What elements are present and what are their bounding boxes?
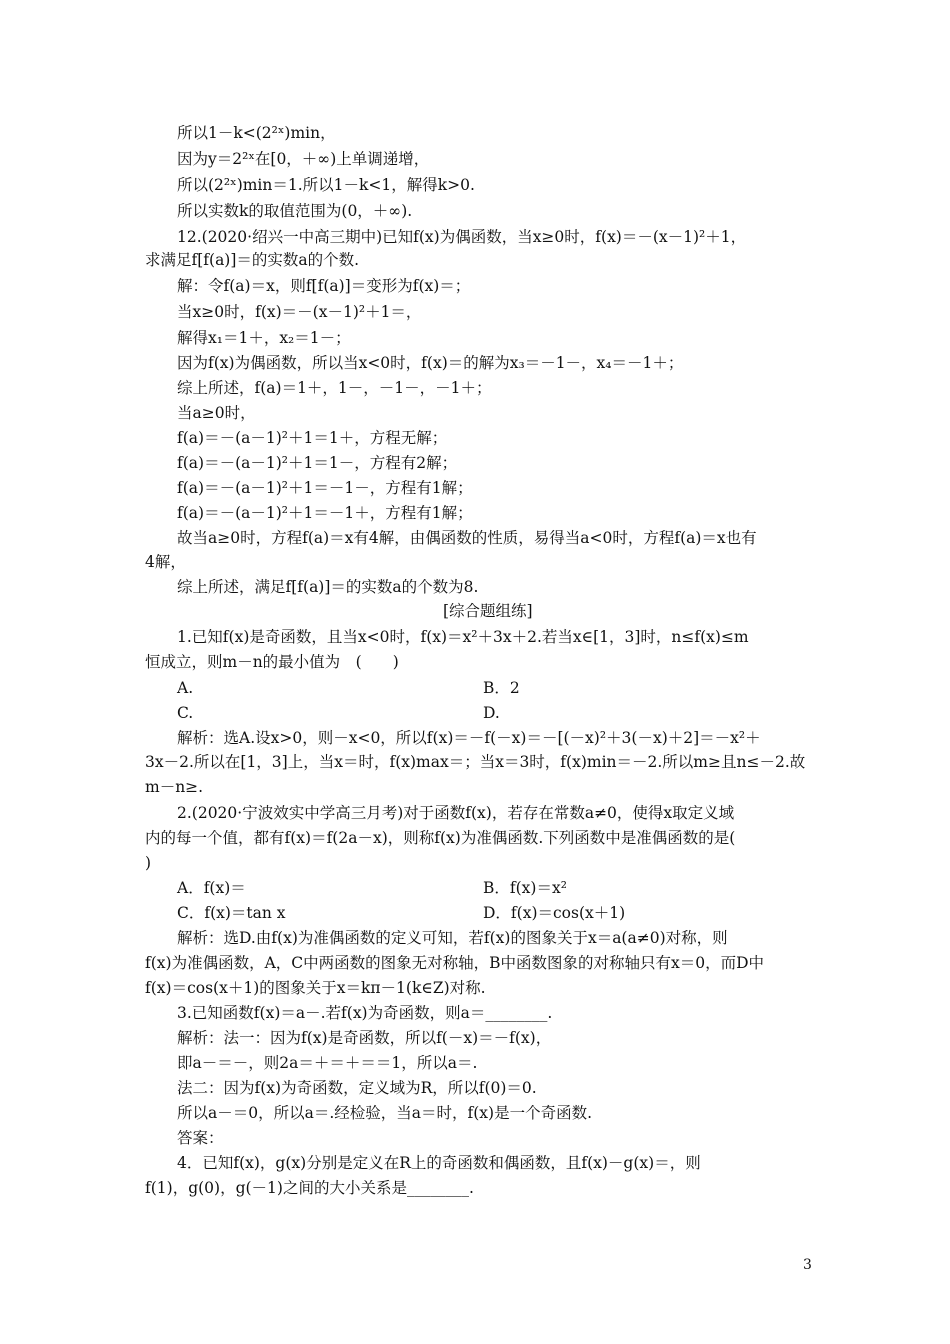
problem-4-statement: 4．已知f(x)，g(x)分别是定义在R上的奇函数和偶函数，且f(x)－g(x)＝，则 [177, 1154, 701, 1172]
choice-d: D．f(x)＝cos(x＋1) [483, 904, 626, 922]
solution-line: 综上所述，f(a)＝1＋，1－，－1－，－1＋； [177, 379, 492, 397]
section-heading: [综合题组练] [443, 602, 533, 620]
text-line: 所以1－k<(2²ˣ)min， [177, 124, 336, 142]
text-line: ) [145, 854, 152, 872]
solution-line: 3x－2.所以在[1，3]上，当x＝时，f(x)max＝；当x＝3时，f(x)min＝－2.所以m≥且n≤－2.故 [145, 753, 806, 771]
solution-line: 解析：法一：因为f(x)是奇函数，所以f(－x)＝－f(x)， [177, 1029, 552, 1047]
solution-line: 解得x₁＝1＋，x₂＝1－； [177, 329, 351, 347]
solution-line: 即a－＝－，则2a＝＋＝＋＝＝1，所以a＝. [177, 1054, 478, 1072]
text-line: f(1)，g(0)，g(－1)之间的大小关系是________. [145, 1179, 474, 1197]
choice-b: B．f(x)＝x² [483, 879, 567, 897]
choice-c: C．f(x)＝tan x [177, 904, 286, 922]
choice-a: A．f(x)＝ [177, 879, 246, 897]
problem-1-statement: 1.已知f(x)是奇函数，且当x<0时，f(x)＝x²＋3x＋2.若当x∈[1，3]时，n≤f(x)≤m [177, 628, 749, 646]
choice-b: B．2 [483, 679, 520, 697]
solution-line: f(x)＝cos(x＋1)的图象关于x＝kπ－1(k∈Z)对称. [145, 979, 486, 997]
solution-line: 因为f(x)为偶函数，所以当x<0时，f(x)＝的解为x₃＝－1－，x₄＝－1＋； [177, 354, 684, 372]
solution-line: 综上所述，满足f[f(a)]＝的实数a的个数为8. [177, 578, 479, 596]
solution-line: m－n≥. [145, 778, 204, 796]
text-line: 恒成立，则m－n的最小值为 ( ) [145, 653, 399, 671]
answer-label: 答案： [177, 1129, 224, 1147]
page-number: 3 [803, 1257, 812, 1273]
problem-2-statement: 2.(2020·宁波效实中学高三月考)对于函数f(x)，若存在常数a≠0，使得x取定义域 [177, 804, 735, 822]
solution-line: 解析：选D.由f(x)为准偶函数的定义可知，若f(x)的图象关于x＝a(a≠0)对称，则 [177, 929, 728, 947]
solution-line: 故当a≥0时，方程f(a)＝x有4解，由偶函数的性质，易得当a<0时，方程f(a)＝x也有 [177, 529, 757, 547]
solution-line: 解析：选A.设x>0，则－x<0，所以f(x)＝－f(－x)＝－[(－x)²＋3(－x)＋2]＝－x²＋ [177, 729, 761, 747]
problem-12-statement: 12.(2020·绍兴一中高三期中)已知f(x)为偶函数，当x≥0时，f(x)＝－(x－1)²＋1， [177, 228, 747, 246]
solution-line: 4解， [145, 553, 186, 571]
choice-a: A. [177, 679, 194, 697]
solution-line: f(a)＝－(a－1)²＋1＝1－，方程有2解； [177, 454, 458, 472]
solution-line: 所以a－＝0，所以a＝.经检验，当a＝时，f(x)是一个奇函数. [177, 1104, 593, 1122]
solution-line: 当a≥0时， [177, 404, 256, 422]
solution-line: f(x)为准偶函数，A，C中两函数的图象无对称轴，B中函数图象的对称轴只有x＝0，而D中 [145, 954, 765, 972]
solution-line: 当x≥0时，f(x)＝－(x－1)²＋1＝， [177, 303, 422, 321]
solution-line: f(a)＝－(a－1)²＋1＝－1－，方程有1解； [177, 479, 473, 497]
text-line: 因为y＝2²ˣ在[0，＋∞)上单调递增， [177, 150, 430, 168]
solution-line: f(a)＝－(a－1)²＋1＝－1＋，方程有1解； [177, 504, 473, 522]
text-line: 所以实数k的取值范围为(0，＋∞). [177, 202, 413, 220]
solution-line: 法二：因为f(x)为奇函数，定义域为R，所以f(0)＝0. [177, 1079, 537, 1097]
problem-3-statement: 3.已知函数f(x)＝a－.若f(x)为奇函数，则a＝________. [177, 1004, 553, 1022]
choice-d: D. [483, 704, 500, 722]
solution-line: f(a)＝－(a－1)²＋1＝1＋，方程无解； [177, 429, 448, 447]
text-line: 内的每一个值，都有f(x)＝f(2a－x)，则称f(x)为准偶函数.下列函数中是准偶函数的是( [145, 829, 736, 847]
choice-c: C. [177, 704, 194, 722]
text-line: 求满足f[f(a)]＝的实数a的个数. [145, 251, 360, 269]
text-line: 所以(2²ˣ)min＝1.所以1－k<1，解得k>0. [177, 176, 475, 194]
solution-line: 解：令f(a)＝x，则f[f(a)]＝变形为f(x)＝； [177, 277, 471, 295]
